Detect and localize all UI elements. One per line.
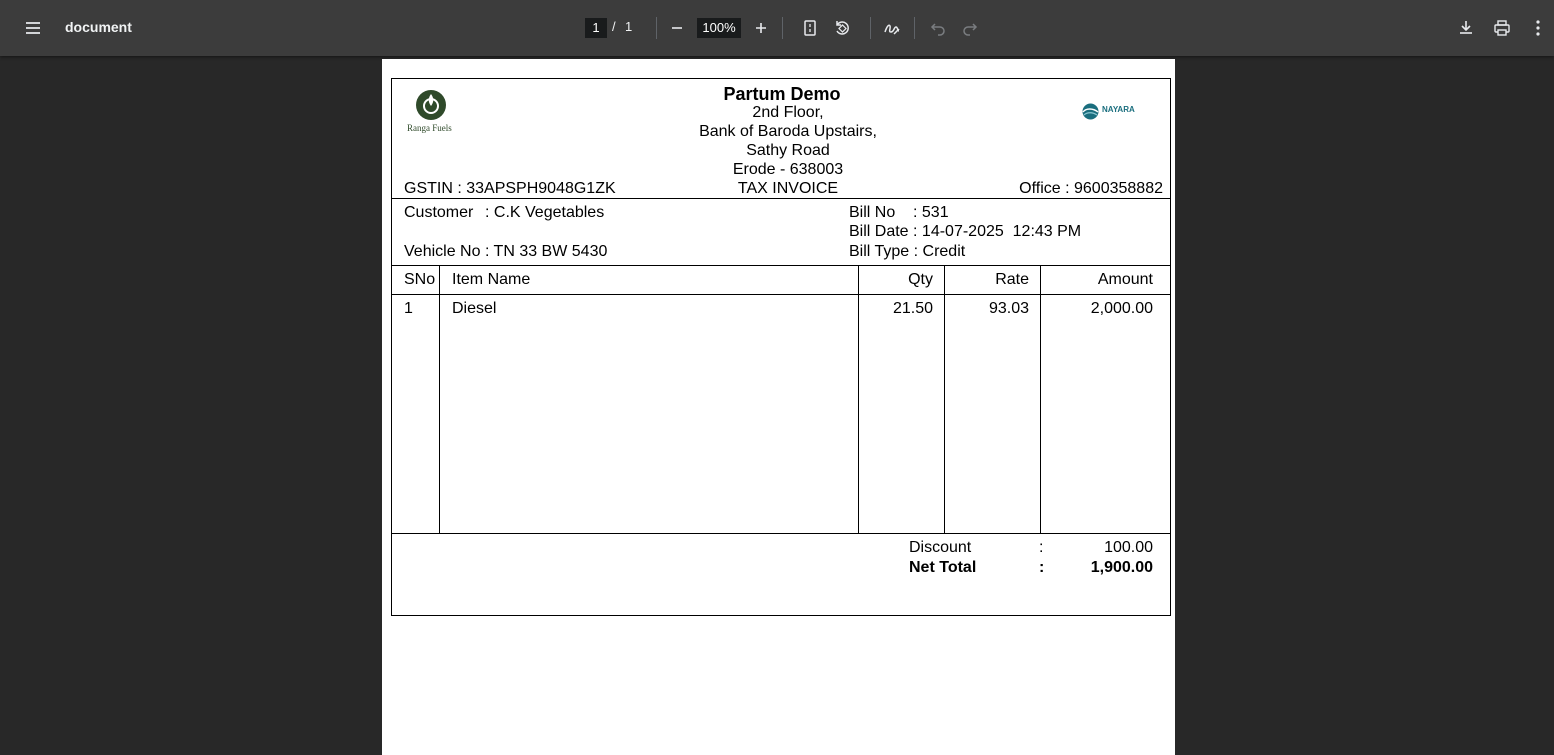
zoom-out-icon[interactable] bbox=[661, 12, 693, 44]
rotate-icon[interactable] bbox=[826, 12, 858, 44]
right-logo-text: NAYARA bbox=[1102, 105, 1135, 114]
column-line bbox=[944, 265, 945, 533]
net-total-label: Net Total bbox=[909, 559, 977, 576]
customer-label: Customer bbox=[404, 204, 474, 221]
divider-line bbox=[392, 294, 1170, 295]
zoom-level-input[interactable]: 100% bbox=[697, 18, 741, 38]
document-title: document bbox=[65, 19, 132, 35]
toolbar-divider bbox=[870, 17, 871, 39]
page-total: 1 bbox=[625, 19, 633, 34]
net-total-colon: : bbox=[1039, 559, 1045, 576]
customer-value: : C.K Vegetables bbox=[485, 204, 605, 221]
net-total-value: 1,900.00 bbox=[1090, 559, 1153, 576]
bill-type: Bill Type : Credit bbox=[849, 243, 966, 260]
download-icon[interactable] bbox=[1450, 12, 1482, 44]
address-line-4: Erode - 638003 bbox=[732, 161, 844, 178]
discount-value: 100.00 bbox=[1104, 539, 1153, 556]
toolbar-divider bbox=[782, 17, 783, 39]
undo-icon[interactable] bbox=[922, 12, 954, 44]
left-logo-text: Ranga Fuels bbox=[407, 123, 452, 133]
divider-line bbox=[392, 265, 1170, 266]
draw-annotation-icon[interactable] bbox=[876, 12, 908, 44]
address-line-1: 2nd Floor, bbox=[752, 104, 824, 121]
row-qty: 21.50 bbox=[892, 300, 933, 317]
zoom-in-icon[interactable] bbox=[745, 12, 777, 44]
column-line bbox=[858, 265, 859, 533]
office-phone: Office : 9600358882 bbox=[1019, 180, 1163, 197]
company-name: Partum Demo bbox=[723, 84, 841, 104]
address-line-2: Bank of Baroda Upstairs, bbox=[699, 123, 877, 140]
column-line bbox=[1040, 265, 1041, 533]
more-options-icon[interactable] bbox=[1522, 12, 1554, 44]
pdf-toolbar bbox=[0, 0, 1554, 56]
column-header-qty: Qty bbox=[908, 271, 933, 288]
gstin: GSTIN : 33APSPH9048G1ZK bbox=[404, 180, 616, 197]
row-amount: 2,000.00 bbox=[1090, 300, 1153, 317]
row-rate: 93.03 bbox=[988, 300, 1029, 317]
address-line-3: Sathy Road bbox=[746, 142, 830, 159]
discount-label: Discount bbox=[909, 539, 972, 556]
row-item-name: Diesel bbox=[452, 300, 497, 317]
bill-number: Bill No : 531 bbox=[849, 204, 949, 221]
column-line bbox=[439, 265, 440, 533]
page-separator: / bbox=[612, 19, 616, 34]
invoice bbox=[391, 78, 1171, 616]
divider-line bbox=[392, 533, 1170, 534]
discount-colon: : bbox=[1039, 539, 1044, 556]
column-header-item: Item Name bbox=[452, 271, 531, 288]
fit-to-page-icon[interactable] bbox=[794, 12, 826, 44]
document-type: TAX INVOICE bbox=[737, 180, 839, 197]
divider-line bbox=[392, 198, 1170, 199]
toolbar-divider bbox=[656, 17, 657, 39]
column-header-amount: Amount bbox=[1097, 271, 1153, 288]
page-number-input[interactable]: 1 bbox=[585, 18, 607, 38]
menu-icon[interactable] bbox=[17, 12, 49, 44]
column-header-rate: Rate bbox=[995, 271, 1029, 288]
bill-date: Bill Date : 14-07-2025 12:43 PM bbox=[849, 223, 1082, 240]
print-icon[interactable] bbox=[1486, 12, 1518, 44]
row-sno: 1 bbox=[404, 300, 413, 317]
vehicle-number: Vehicle No : TN 33 BW 5430 bbox=[404, 243, 608, 260]
redo-icon[interactable] bbox=[954, 12, 986, 44]
column-header-sno: SNo bbox=[404, 271, 436, 288]
toolbar-divider bbox=[914, 17, 915, 39]
